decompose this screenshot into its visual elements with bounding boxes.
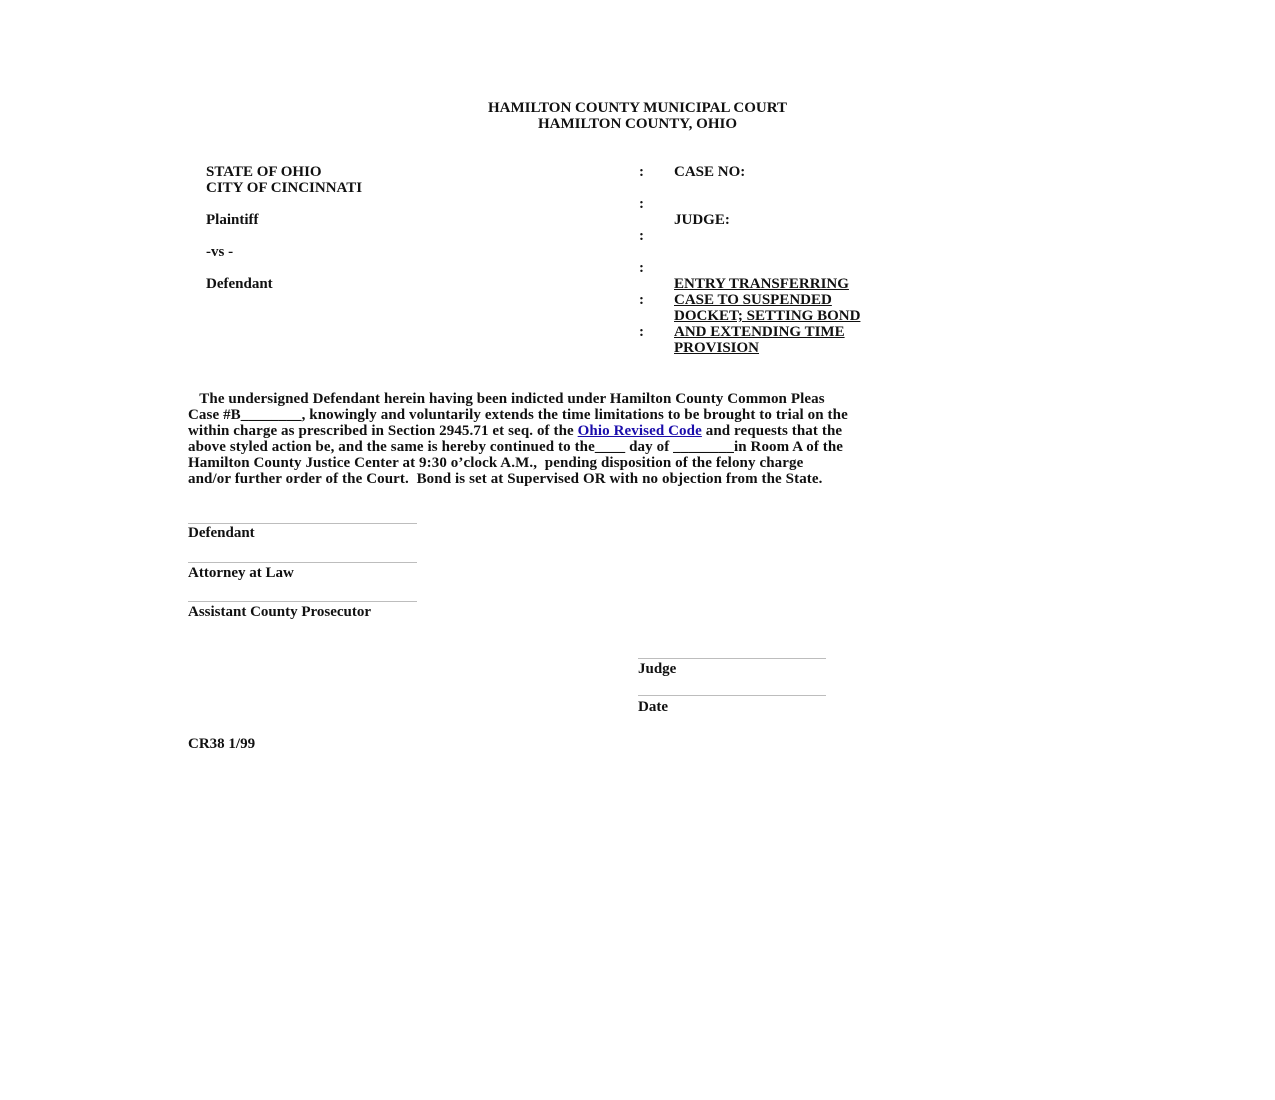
judge-signature-line <box>638 658 826 659</box>
caption-colon: : <box>639 292 644 308</box>
caption-colon: : <box>639 196 644 212</box>
date-signature-line <box>638 695 826 696</box>
defendant-signature-line <box>188 523 417 524</box>
body-line: Case #B________, knowingly and voluntarily extends the time limitations to be brought to trial on the <box>188 407 848 423</box>
case-number-label: CASE NO: <box>674 164 746 180</box>
party-state: STATE OF OHIO <box>206 164 322 180</box>
body-line: Hamilton County Justice Center at 9:30 o’clock A.M., pending disposition of the felony charge <box>188 455 804 471</box>
body-line: The undersigned Defendant herein having been indicted under Hamilton County Common Pleas <box>188 391 825 407</box>
prosecutor-signature-line <box>188 601 417 602</box>
versus-label: -vs - <box>206 244 234 260</box>
body-line: and/or further order of the Court. Bond is set at Supervised OR with no objection from the State. <box>188 471 823 487</box>
caption-colon: : <box>639 324 644 340</box>
body-text: and requests that the <box>701 423 843 439</box>
body-text: within charge as prescribed in Section 2945.71 et seq. of the <box>188 423 578 439</box>
party-city: CITY OF CINCINNATI <box>206 180 363 196</box>
judge-signature-label: Judge <box>638 661 677 677</box>
caption-colon: : <box>639 260 644 276</box>
caption-colon: : <box>639 228 644 244</box>
defendant-label: Defendant <box>206 276 273 292</box>
court-title: HAMILTON COUNTY MUNICIPAL COURT <box>487 100 788 116</box>
body-paragraph <box>188 391 1088 487</box>
entry-title-line: DOCKET; SETTING BOND <box>674 308 861 324</box>
entry-title-line: PROVISION <box>674 340 760 356</box>
date-signature-label: Date <box>638 699 668 715</box>
judge-label: JUDGE: <box>674 212 730 228</box>
prosecutor-signature-label: Assistant County Prosecutor <box>188 604 372 620</box>
entry-title-line: ENTRY TRANSFERRING <box>674 276 849 292</box>
attorney-signature-line <box>188 562 417 563</box>
plaintiff-label: Plaintiff <box>206 212 259 228</box>
county-title: HAMILTON COUNTY, OHIO <box>537 116 738 132</box>
ohio-revised-code-link[interactable]: Ohio Revised Code <box>577 423 702 439</box>
defendant-signature-label: Defendant <box>188 525 255 541</box>
caption-colon: : <box>639 164 644 180</box>
body-line <box>188 423 1088 439</box>
entry-title-line: AND EXTENDING TIME <box>674 324 845 340</box>
entry-title-line: CASE TO SUSPENDED <box>674 292 832 308</box>
body-line: above styled action be, and the same is hereby continued to the____ day of ________in Room A of the <box>188 439 844 455</box>
attorney-signature-label: Attorney at Law <box>188 565 294 581</box>
form-code: CR38 1/99 <box>188 736 256 752</box>
